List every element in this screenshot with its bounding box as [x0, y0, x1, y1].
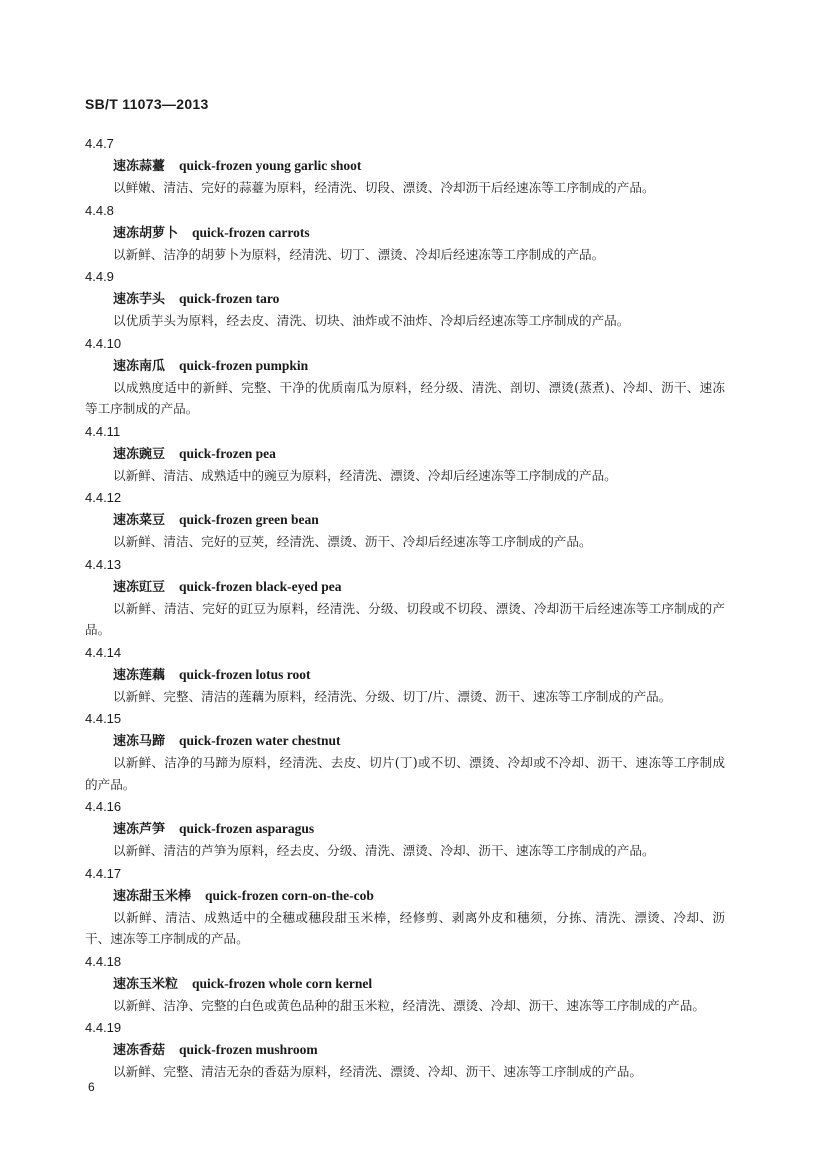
- term-english: quick-frozen black-eyed pea: [179, 578, 342, 594]
- clause-number: 4.4.14: [85, 644, 122, 660]
- term-english: quick-frozen pea: [179, 445, 276, 461]
- term-chinese: 速冻豌豆: [113, 446, 166, 462]
- term-chinese: 速冻莲藕: [113, 667, 166, 683]
- term-chinese: 速冻芦笋: [113, 822, 166, 837]
- term-heading: [85, 664, 725, 686]
- term-definition: 以新鲜、完整、清洁的莲藕为原料，经清洗、分级、切丁/片、漂烫、沥干、速冻等工序制成的产品。: [113, 688, 672, 704]
- term-definition: 以新鲜、清洁、完好的豇豆为原料，经清洗、分级、切段或不切段、漂烫、冷却沥干后经速冻等工序制成的产品。: [85, 600, 725, 637]
- term-entry: [85, 951, 725, 1017]
- term-chinese: 速冻豇豆: [113, 579, 166, 595]
- term-heading: [85, 885, 725, 907]
- term-heading: [85, 509, 725, 531]
- clause-number: 4.4.17: [85, 865, 122, 881]
- clause-number: 4.4.19: [85, 1020, 122, 1035]
- term-entry: [85, 333, 725, 420]
- term-definition: 以新鲜、清洁的芦笋为原料，经去皮、分级、清洗、漂烫、冷却、沥干、速冻等工序制成的产品。: [113, 843, 655, 858]
- term-chinese: 速冻甜玉米棒: [113, 888, 192, 904]
- term-entry: [85, 421, 725, 487]
- term-entry: [85, 554, 725, 641]
- term-english: quick-frozen mushroom: [179, 1042, 318, 1057]
- term-entry: [85, 642, 725, 708]
- clause-number: 4.4.18: [85, 953, 122, 969]
- clause-number: 4.4.12: [85, 490, 122, 505]
- clause-number: 4.4.8: [85, 202, 114, 218]
- term-chinese: 速冻胡萝卜: [113, 225, 179, 241]
- term-heading: [85, 222, 725, 244]
- term-list: [85, 133, 725, 1084]
- term-entry: [85, 266, 725, 332]
- term-heading: [85, 576, 725, 598]
- term-definition: 以优质芋头为原料，经去皮、清洗、切块、油炸或不油炸、冷却后经速冻等工序制成的产品。: [113, 313, 630, 328]
- term-english: quick-frozen water chestnut: [179, 733, 341, 748]
- term-entry: [85, 796, 725, 862]
- term-definition: 以成熟度适中的新鲜、完整、干净的优质南瓜为原料，经分级、清洗、剖切、漂烫(蒸煮)、冷却、沥干、速冻等工序制成的产品。: [85, 379, 725, 416]
- clause-number: 4.4.11: [85, 423, 121, 439]
- term-definition: 以鲜嫩、清洁、完好的蒜薹为原料，经清洗、切段、漂烫、冷却沥干后经速冻等工序制成的产品。: [113, 180, 655, 195]
- term-english: quick-frozen whole corn kernel: [192, 975, 373, 991]
- term-english: quick-frozen taro: [179, 291, 280, 306]
- clause-number: 4.4.13: [85, 556, 122, 572]
- term-chinese: 速冻蒜薹: [113, 159, 166, 174]
- term-heading: [85, 355, 725, 377]
- term-chinese: 速冻芋头: [113, 292, 166, 307]
- term-definition: 以新鲜、清洁、成熟适中的全穗或穗段甜玉米棒，经修剪、剥离外皮和穗须，分拣、清洗、漂烫、冷却、沥干、速冻等工序制成的产品。: [85, 909, 725, 946]
- term-entry: [85, 487, 725, 553]
- term-english: quick-frozen carrots: [192, 224, 310, 240]
- clause-number: 4.4.15: [85, 711, 122, 726]
- term-definition: 以新鲜、洁净、完整的白色或黄色品种的甜玉米粒，经清洗、漂烫、冷却、沥干、速冻等工序制成的产品。: [113, 997, 705, 1013]
- term-english: quick-frozen corn-on-the-cob: [205, 887, 374, 903]
- term-heading: [85, 443, 725, 465]
- term-definition: 以新鲜、完整、清洁无杂的香菇为原料，经清洗、漂烫、冷却、沥干、速冻等工序制成的产品。: [113, 1064, 642, 1079]
- term-definition: 以新鲜、清洁、成熟适中的豌豆为原料，经清洗、漂烫、冷却后经速冻等工序制成的产品。: [113, 467, 617, 483]
- term-english: quick-frozen young garlic shoot: [179, 158, 362, 173]
- clause-number: 4.4.10: [85, 335, 122, 351]
- term-chinese: 速冻玉米粒: [113, 976, 179, 992]
- term-chinese: 速冻香菇: [113, 1043, 166, 1058]
- term-entry: [85, 133, 725, 199]
- term-chinese: 速冻菜豆: [113, 513, 166, 528]
- term-english: quick-frozen green bean: [179, 512, 319, 527]
- term-heading: [85, 1039, 725, 1061]
- term-chinese: 速冻马蹄: [113, 734, 166, 749]
- clause-number: 4.4.7: [85, 136, 114, 151]
- document-id: SB/T 11073—2013: [85, 96, 209, 112]
- clause-number: 4.4.9: [85, 269, 114, 284]
- term-english: quick-frozen asparagus: [179, 821, 315, 836]
- term-heading: [85, 288, 725, 310]
- term-entry: [85, 708, 725, 795]
- term-heading: [85, 155, 725, 177]
- term-definition: 以新鲜、洁净的胡萝卜为原料，经清洗、切丁、漂烫、冷却后经速冻等工序制成的产品。: [113, 246, 605, 262]
- term-entry: [85, 1017, 725, 1083]
- term-english: quick-frozen lotus root: [179, 666, 311, 682]
- clause-number: 4.4.16: [85, 799, 122, 814]
- term-heading: [85, 818, 725, 840]
- term-english: quick-frozen pumpkin: [179, 357, 309, 373]
- term-definition: 以新鲜、清洁、完好的豆荚，经清洗、漂烫、沥干、冷却后经速冻等工序制成的产品。: [113, 534, 592, 549]
- term-entry: [85, 200, 725, 266]
- page-number: 6: [88, 1080, 95, 1094]
- term-definition: 以新鲜、洁净的马蹄为原料，经清洗、去皮、切片(丁)或不切、漂烫、冷却或不冷却、沥干、速冻等工序制成的产品。: [85, 755, 725, 792]
- term-heading: [85, 973, 725, 995]
- term-heading: [85, 730, 725, 752]
- term-chinese: 速冻南瓜: [113, 358, 166, 374]
- term-entry: [85, 863, 725, 950]
